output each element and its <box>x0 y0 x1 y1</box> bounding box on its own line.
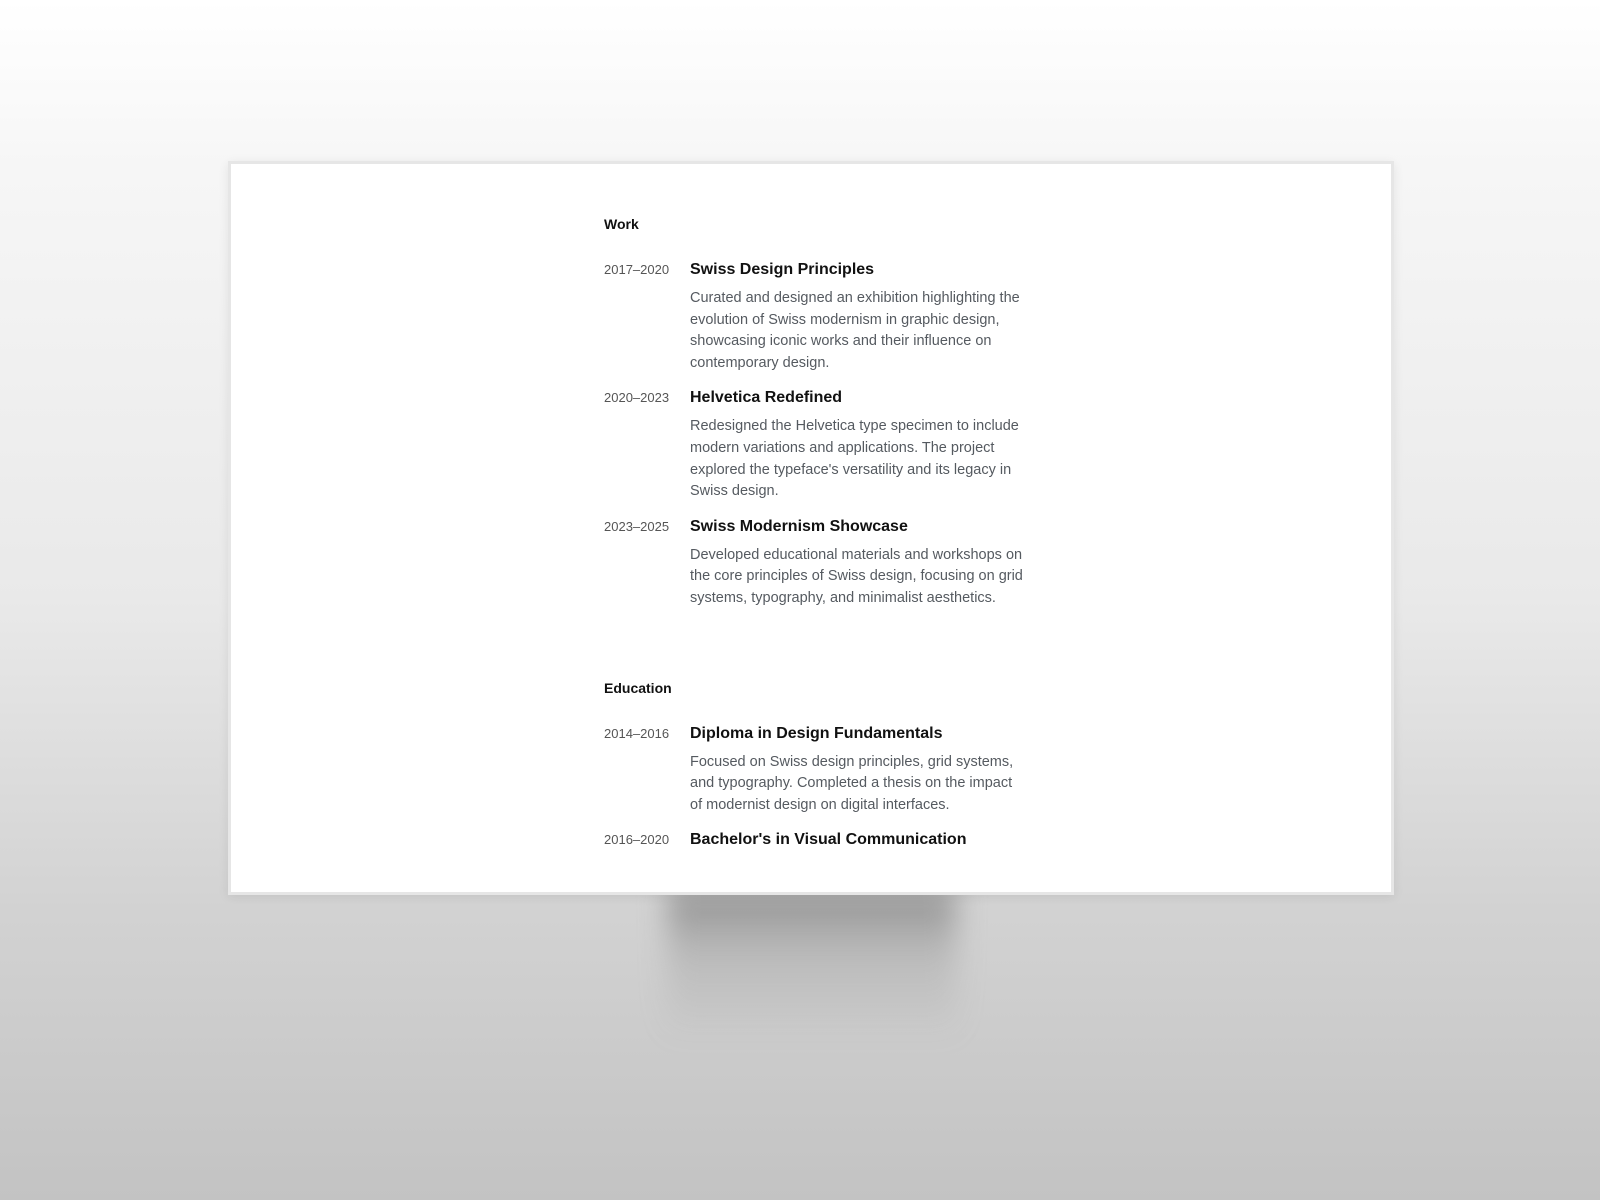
entry-title: Helvetica Redefined <box>690 389 843 407</box>
work-entry <box>604 259 1024 374</box>
entry-title: Swiss Modernism Showcase <box>690 517 908 535</box>
entry-description: Focused on Swiss design principles, grid systems, and typography. Completed a thesis on the impact of modernist design on digital interfaces. <box>690 753 1014 813</box>
education-section-title: Education <box>604 679 672 696</box>
entry-years: 2017–2020 <box>604 262 670 277</box>
resume-content <box>604 164 1024 871</box>
browser-window <box>228 161 1394 895</box>
education-section <box>604 623 1024 859</box>
entry-body <box>690 829 1024 858</box>
entry-years: 2023–2025 <box>604 518 670 534</box>
entry-description: Curated and designed an exhibition highlighting the evolution of Swiss modernism in graphic design, showcasing iconic works and their influence on contemporary design. <box>690 290 1020 371</box>
entry-years: 2016–2020 <box>604 832 670 848</box>
entry-years: 2014–2016 <box>604 725 670 741</box>
work-section-title: Work <box>604 216 639 232</box>
entry-description: Redesigned the Helvetica type specimen to include modern variations and applications. The project explored the typeface's versatility and its legacy in Swiss design. <box>690 418 1019 500</box>
work-section <box>604 164 1024 610</box>
window-drop-shadow <box>668 888 956 1038</box>
work-entry <box>604 387 1024 502</box>
entry-title: Bachelor's in Visual Communication <box>690 831 967 849</box>
entry-body <box>690 387 1024 502</box>
education-entry <box>604 723 1024 817</box>
work-entry <box>604 516 1024 610</box>
entry-body <box>690 723 1024 817</box>
entry-years: 2020–2023 <box>604 390 670 406</box>
entry-title: Swiss Design Principles <box>690 261 875 278</box>
entry-body <box>690 516 1024 610</box>
entry-description: Developed educational materials and workshops on the core principles of Swiss design, focusing on grid systems, typography, and minimalist aesthetics. <box>690 546 1023 606</box>
entry-title: Diploma in Design Fundamentals <box>690 724 943 742</box>
entry-body <box>690 259 1024 374</box>
education-entry <box>604 829 1024 858</box>
